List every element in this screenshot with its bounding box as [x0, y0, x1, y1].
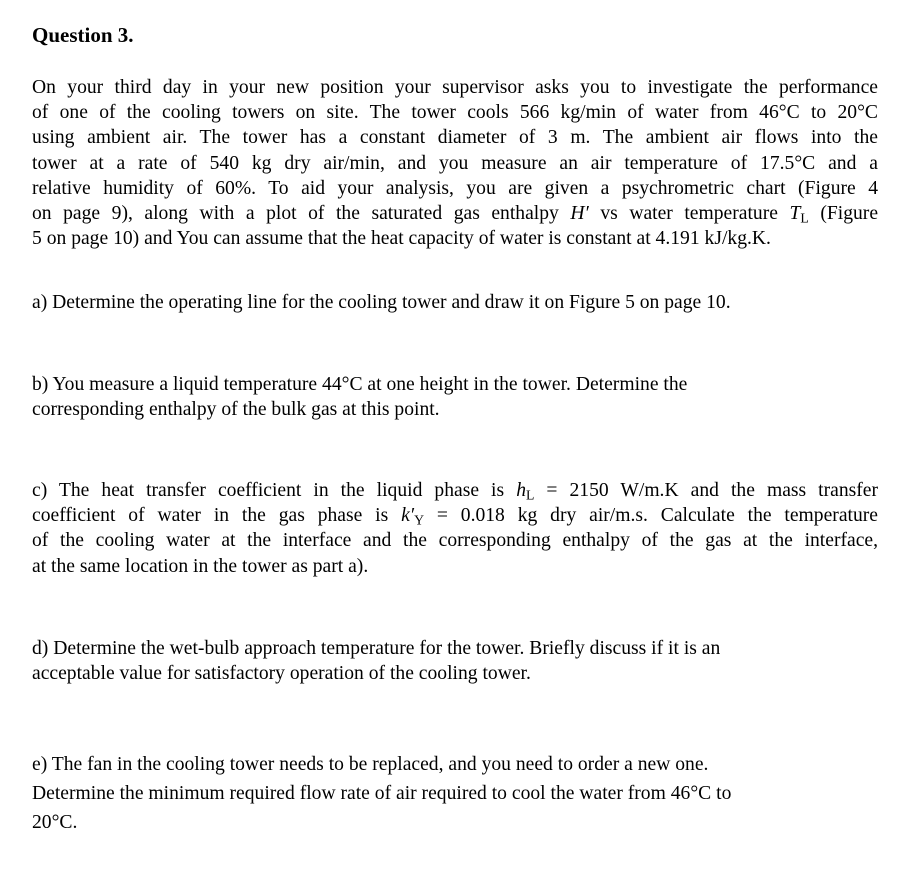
question-page	[32, 0, 880, 870]
intro-line-segment: on page 9), along with a plot of the saturated gas enthalpy	[32, 203, 559, 225]
intro-line: 5 on page 10) and You can assume that the heat capacity of water is constant at 4.191 kJ/kg.K.	[32, 228, 771, 250]
part-c-line-segment: c) The heat transfer coefficient in the liquid phase is	[32, 480, 505, 501]
part-c-line-segment: = 0.018 kg dry air/m.s. Calculate the temperature	[436, 505, 878, 527]
problem-statement	[32, 75, 878, 251]
part-b-line: b) You measure a liquid temperature 44°C at one height in the tower. Determine the	[32, 374, 688, 395]
liquid-heat-transfer-coefficient-symbol: h	[516, 480, 526, 501]
part-e-line: e) The fan in the cooling tower needs to be replaced, and you need to order a new one.	[32, 754, 709, 775]
liquid-heat-transfer-coefficient-subscript: L	[525, 487, 535, 503]
question-title: Question 3.	[32, 23, 134, 47]
part-a	[32, 290, 878, 315]
intro-line-segment: (Figure	[820, 203, 879, 225]
intro-line: On your third day in your new position your supervisor asks you to investigate the performance	[32, 77, 878, 98]
intro-line: tower at a rate of 540 kg dry air/min, and you measure an air temperature of 17.5°C and a	[32, 152, 878, 174]
part-e-line: Determine the minimum required flow rate of air required to cool the water from 46°C to	[32, 783, 732, 804]
part-c-line	[32, 503, 878, 528]
part-d	[32, 636, 878, 686]
part-c	[32, 478, 878, 579]
intro-line: of one of the cooling towers on site. The tower cools 566 kg/min of water from 46°C to 20°C	[32, 102, 878, 124]
intro-line: using ambient air. The tower has a constant diameter of 3 m. The ambient air flows into the	[32, 127, 878, 149]
part-c-line	[32, 478, 878, 503]
part-e	[32, 750, 878, 837]
part-e-line: 20°C.	[32, 812, 78, 833]
part-c-line-segment: coefficient of water in the gas phase is	[32, 505, 389, 527]
part-d-line: acceptable value for satisfactory operation of the cooling tower.	[32, 663, 531, 685]
part-a-text: a) Determine the operating line for the cooling tower and draw it on Figure 5 on page 10.	[32, 292, 731, 313]
gas-mass-transfer-coefficient-symbol: k′	[401, 505, 415, 527]
part-c-line: at the same location in the tower as part a).	[32, 555, 369, 577]
part-d-line: d) Determine the wet-bulb approach temperature for the tower. Briefly discuss if it is an	[32, 638, 721, 659]
intro-line-segment: vs water temperature	[600, 203, 778, 225]
saturated-enthalpy-symbol: H′	[570, 203, 589, 225]
gas-mass-transfer-coefficient-subscript: Y	[414, 512, 424, 528]
part-c-line-segment: = 2150 W/m.K and the mass transfer	[546, 480, 879, 501]
part-c-line: of the cooling water at the interface and the corresponding enthalpy of the gas at the interface,	[32, 530, 878, 552]
water-temperature-symbol: T	[789, 203, 801, 225]
intro-line-with-symbols	[32, 201, 878, 226]
intro-line: relative humidity of 60%. To aid your analysis, you are given a psychrometric chart (Figure 4	[32, 177, 878, 199]
part-b-line: corresponding enthalpy of the bulk gas at this point.	[32, 399, 440, 421]
part-b	[32, 372, 878, 422]
water-temperature-subscript: L	[800, 210, 809, 226]
